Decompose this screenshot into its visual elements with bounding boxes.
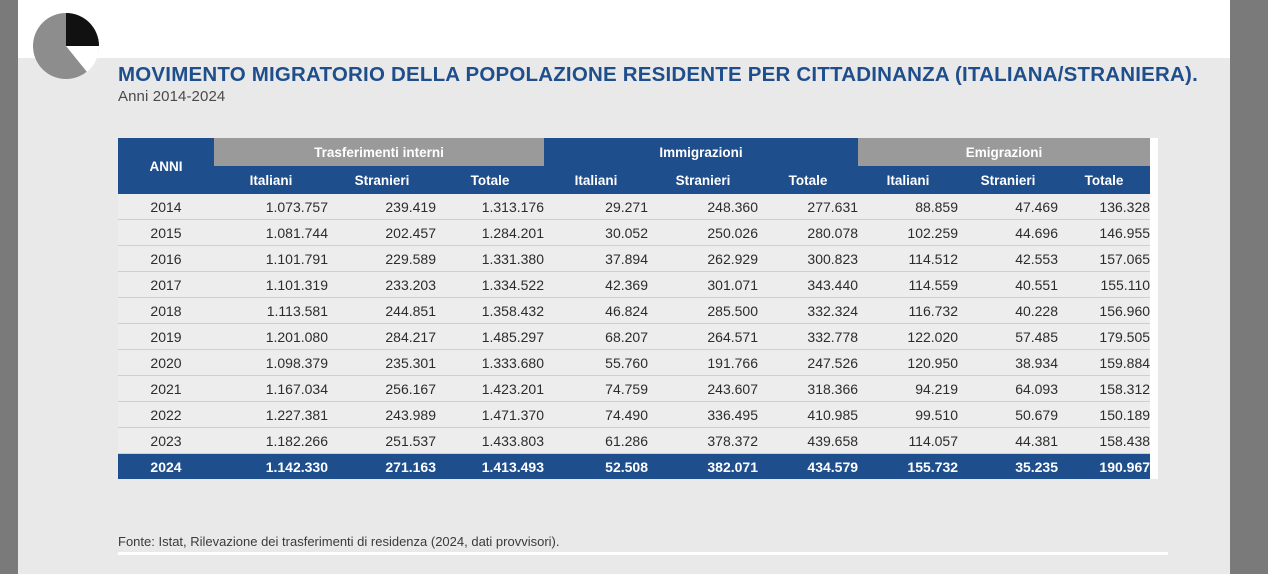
cell-value-8: 50.679	[958, 402, 1058, 428]
cell-value-2: 244.851	[328, 298, 436, 324]
cell-value-3: 1.333.680	[436, 350, 544, 376]
cell-year: 2019	[118, 324, 214, 350]
cell-value-9: 159.884	[1058, 350, 1150, 376]
cell-value-8: 42.553	[958, 246, 1058, 272]
cell-value-7: 122.020	[858, 324, 958, 350]
cell-year: 2021	[118, 376, 214, 402]
subheader-ti-stranieri: Stranieri	[328, 166, 436, 194]
cell-value-6: 332.778	[758, 324, 858, 350]
header-anni: ANNI	[118, 138, 214, 194]
cell-value-2: 239.419	[328, 194, 436, 220]
cell-value-8: 44.381	[958, 428, 1058, 454]
migration-table	[118, 138, 1158, 479]
cell-value-9: 158.312	[1058, 376, 1150, 402]
table-tail-spacer	[1150, 138, 1158, 166]
cell-value-4: 52.508	[544, 454, 648, 480]
cell-value-7: 88.859	[858, 194, 958, 220]
title-sub-text: Anni 2014-2024	[118, 88, 226, 105]
cell-value-3: 1.284.201	[436, 220, 544, 246]
cell-value-9: 157.065	[1058, 246, 1150, 272]
cell-year: 2022	[118, 402, 214, 428]
cell-value-8: 44.696	[958, 220, 1058, 246]
cell-value-6: 318.366	[758, 376, 858, 402]
cell-value-7: 99.510	[858, 402, 958, 428]
subheader-ti-totale: Totale	[436, 166, 544, 194]
cell-value-3: 1.331.380	[436, 246, 544, 272]
cell-tail-spacer	[1150, 298, 1158, 324]
table-row	[118, 298, 1158, 324]
cell-value-8: 38.934	[958, 350, 1058, 376]
cell-value-2: 251.537	[328, 428, 436, 454]
subheader-row	[118, 166, 1158, 194]
table-body	[118, 194, 1158, 479]
cell-value-6: 280.078	[758, 220, 858, 246]
cell-value-4: 55.760	[544, 350, 648, 376]
subheader-im-stranieri: Stranieri	[648, 166, 758, 194]
subheader-em-totale: Totale	[1058, 166, 1150, 194]
cell-year: 2016	[118, 246, 214, 272]
cell-tail-spacer	[1150, 428, 1158, 454]
cell-value-7: 116.732	[858, 298, 958, 324]
cell-tail-spacer	[1150, 350, 1158, 376]
subheader-em-stranieri: Stranieri	[958, 166, 1058, 194]
cell-value-9: 190.967	[1058, 454, 1150, 480]
cell-value-1: 1.101.319	[214, 272, 328, 298]
cell-value-6: 247.526	[758, 350, 858, 376]
cell-value-8: 40.228	[958, 298, 1058, 324]
cell-value-2: 229.589	[328, 246, 436, 272]
cell-value-9: 158.438	[1058, 428, 1150, 454]
table-row	[118, 246, 1158, 272]
cell-value-4: 46.824	[544, 298, 648, 324]
slide	[18, 0, 1230, 574]
istat-pie-logo-icon	[30, 10, 102, 82]
cell-value-4: 37.894	[544, 246, 648, 272]
data-table-container	[118, 138, 1168, 479]
cell-value-9: 150.189	[1058, 402, 1150, 428]
cell-tail-spacer	[1150, 402, 1158, 428]
cell-value-6: 300.823	[758, 246, 858, 272]
cell-value-7: 114.512	[858, 246, 958, 272]
cell-value-5: 264.571	[648, 324, 758, 350]
cell-value-6: 434.579	[758, 454, 858, 480]
group-header-trasferimenti-interni: Trasferimenti interni	[214, 138, 544, 166]
cell-value-1: 1.081.744	[214, 220, 328, 246]
cell-value-9: 156.960	[1058, 298, 1150, 324]
cell-value-7: 120.950	[858, 350, 958, 376]
slide-header-band	[18, 0, 1230, 58]
cell-value-3: 1.471.370	[436, 402, 544, 428]
cell-value-7: 114.559	[858, 272, 958, 298]
cell-value-3: 1.313.176	[436, 194, 544, 220]
cell-value-2: 256.167	[328, 376, 436, 402]
cell-value-3: 1.485.297	[436, 324, 544, 350]
cell-year: 2020	[118, 350, 214, 376]
cell-value-4: 68.207	[544, 324, 648, 350]
cell-value-8: 64.093	[958, 376, 1058, 402]
cell-value-5: 301.071	[648, 272, 758, 298]
cell-value-5: 191.766	[648, 350, 758, 376]
cell-year: 2024	[118, 454, 214, 480]
cell-value-4: 74.490	[544, 402, 648, 428]
footer-rule	[118, 552, 1168, 555]
cell-value-3: 1.423.201	[436, 376, 544, 402]
cell-year: 2015	[118, 220, 214, 246]
table-row	[118, 402, 1158, 428]
source-note: Fonte: Istat, Rilevazione dei trasferimenti di residenza (2024, dati provvisori).	[118, 534, 560, 549]
cell-value-3: 1.334.522	[436, 272, 544, 298]
cell-value-8: 35.235	[958, 454, 1058, 480]
cell-value-5: 262.929	[648, 246, 758, 272]
cell-value-2: 271.163	[328, 454, 436, 480]
table-head	[118, 138, 1158, 194]
cell-value-7: 94.219	[858, 376, 958, 402]
cell-value-4: 42.369	[544, 272, 648, 298]
cell-year: 2014	[118, 194, 214, 220]
cell-value-8: 40.551	[958, 272, 1058, 298]
title-main-text: MOVIMENTO MIGRATORIO DELLA POPOLAZIONE RESIDENTE PER CITTADINANZA (ITALIANA/STRANIERA).	[118, 63, 1198, 86]
cell-value-7: 102.259	[858, 220, 958, 246]
cell-value-3: 1.413.493	[436, 454, 544, 480]
table-row	[118, 272, 1158, 298]
cell-value-7: 114.057	[858, 428, 958, 454]
cell-value-5: 243.607	[648, 376, 758, 402]
cell-tail-spacer	[1150, 220, 1158, 246]
cell-value-5: 382.071	[648, 454, 758, 480]
subheader-im-totale: Totale	[758, 166, 858, 194]
cell-value-6: 277.631	[758, 194, 858, 220]
cell-value-1: 1.101.791	[214, 246, 328, 272]
cell-value-1: 1.201.080	[214, 324, 328, 350]
cell-tail-spacer	[1150, 454, 1158, 480]
cell-value-2: 284.217	[328, 324, 436, 350]
cell-value-1: 1.182.266	[214, 428, 328, 454]
table-row	[118, 350, 1158, 376]
cell-tail-spacer	[1150, 324, 1158, 350]
group-header-row	[118, 138, 1158, 166]
table-row	[118, 194, 1158, 220]
cell-value-4: 29.271	[544, 194, 648, 220]
subheader-em-italiani: Italiani	[858, 166, 958, 194]
cell-value-4: 74.759	[544, 376, 648, 402]
subheader-im-italiani: Italiani	[544, 166, 648, 194]
subheader-ti-italiani: Italiani	[214, 166, 328, 194]
group-header-emigrazioni: Emigrazioni	[858, 138, 1150, 166]
cell-value-6: 439.658	[758, 428, 858, 454]
cell-value-6: 343.440	[758, 272, 858, 298]
cell-value-2: 202.457	[328, 220, 436, 246]
cell-year: 2018	[118, 298, 214, 324]
cell-value-7: 155.732	[858, 454, 958, 480]
cell-value-2: 233.203	[328, 272, 436, 298]
cell-value-5: 378.372	[648, 428, 758, 454]
table-row	[118, 376, 1158, 402]
cell-value-5: 336.495	[648, 402, 758, 428]
cell-value-4: 30.052	[544, 220, 648, 246]
cell-value-2: 235.301	[328, 350, 436, 376]
cell-value-1: 1.073.757	[214, 194, 328, 220]
cell-value-6: 410.985	[758, 402, 858, 428]
cell-tail-spacer	[1150, 246, 1158, 272]
cell-year: 2023	[118, 428, 214, 454]
cell-tail-spacer	[1150, 272, 1158, 298]
cell-value-1: 1.098.379	[214, 350, 328, 376]
cell-value-6: 332.324	[758, 298, 858, 324]
table-row	[118, 454, 1158, 480]
cell-value-9: 179.505	[1058, 324, 1150, 350]
cell-value-5: 285.500	[648, 298, 758, 324]
cell-value-3: 1.433.803	[436, 428, 544, 454]
cell-value-1: 1.167.034	[214, 376, 328, 402]
cell-value-9: 155.110	[1058, 272, 1150, 298]
page-title	[118, 62, 1198, 106]
cell-tail-spacer	[1150, 194, 1158, 220]
cell-tail-spacer	[1150, 376, 1158, 402]
cell-value-5: 248.360	[648, 194, 758, 220]
table-row	[118, 220, 1158, 246]
cell-value-1: 1.227.381	[214, 402, 328, 428]
table-row	[118, 324, 1158, 350]
cell-value-8: 47.469	[958, 194, 1058, 220]
cell-value-4: 61.286	[544, 428, 648, 454]
cell-value-1: 1.142.330	[214, 454, 328, 480]
cell-value-8: 57.485	[958, 324, 1058, 350]
cell-year: 2017	[118, 272, 214, 298]
group-header-immigrazioni: Immigrazioni	[544, 138, 858, 166]
cell-value-1: 1.113.581	[214, 298, 328, 324]
table-row	[118, 428, 1158, 454]
cell-value-9: 146.955	[1058, 220, 1150, 246]
subheader-tail-spacer	[1150, 166, 1158, 194]
cell-value-2: 243.989	[328, 402, 436, 428]
cell-value-5: 250.026	[648, 220, 758, 246]
cell-value-3: 1.358.432	[436, 298, 544, 324]
cell-value-9: 136.328	[1058, 194, 1150, 220]
